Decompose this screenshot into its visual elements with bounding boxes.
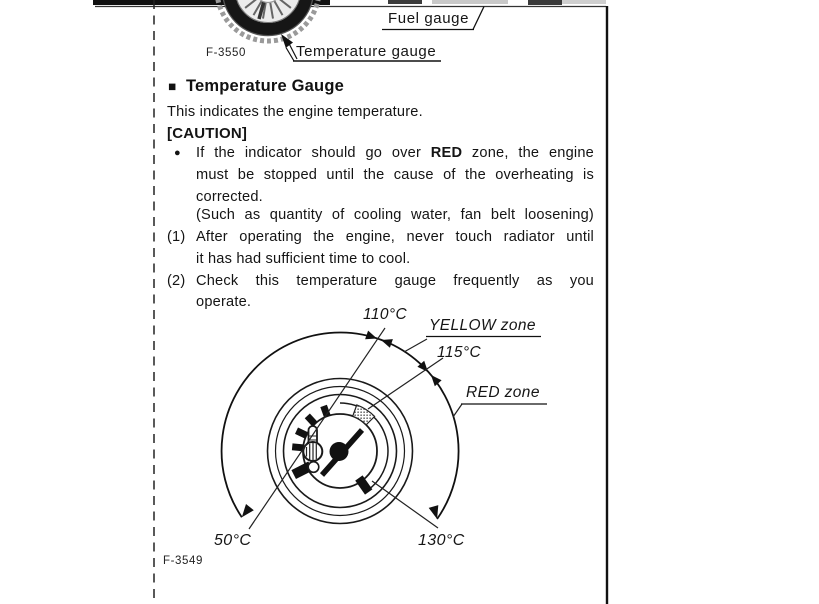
intro-line: This indicates the engine temperature.: [167, 104, 423, 120]
label-110c: 110°C: [363, 306, 408, 323]
arc-arrow-110a: [365, 331, 377, 340]
temperature-gauge-label: Temperature gauge: [296, 43, 437, 60]
figure-number-top: F-3550: [206, 47, 247, 59]
label-red-zone: RED zone: [466, 384, 540, 401]
label-50c: 50°C: [214, 532, 252, 549]
caution-line1-red: RED: [430, 145, 463, 161]
leader-130: [372, 481, 438, 528]
label-115c: 115°C: [437, 344, 482, 361]
caution-line1-post: zone, the engine: [471, 145, 594, 161]
figure-number-bottom: F-3549: [163, 555, 204, 567]
arc-arrow-50: [242, 504, 254, 517]
needle-hub: [330, 442, 349, 461]
item1-line2: it has had sufficient time to cool.: [196, 250, 411, 267]
scale-end-130: [359, 478, 369, 492]
arc-arrow-130: [429, 505, 439, 519]
arc-arrow-115b: [431, 375, 442, 386]
caution-line-1: [196, 145, 594, 161]
leader-115: [368, 358, 443, 409]
label-130c: 130°C: [418, 532, 465, 549]
caution-line-3: corrected.: [196, 189, 263, 205]
top-gauge-photo: [217, 0, 319, 41]
item2-number: (2): [167, 272, 186, 289]
bullet-icon: ●: [174, 147, 181, 159]
caution-note: (Such as quantity of cooling water, fan belt loosening): [196, 207, 594, 223]
item1-line1: After operating the engine, never touch radiator until: [196, 229, 594, 245]
leader-yellow-zone: [404, 339, 427, 352]
temperature-gauge-diagram: [222, 328, 547, 529]
fuel-gauge-label: Fuel gauge: [388, 10, 470, 27]
section-heading: [168, 77, 344, 96]
caution-line-2: must be stopped until the cause of the overheating is: [196, 167, 594, 183]
caution-header: [CAUTION]: [167, 125, 248, 142]
caution-line1-pre: If the indicator should go over: [196, 145, 422, 161]
heading-square-icon: ■: [168, 79, 177, 94]
label-yellow-zone: YELLOW zone: [429, 317, 536, 334]
item1-number: (1): [167, 229, 186, 245]
item2-line2: operate.: [196, 294, 252, 310]
item2-line1: Check this temperature gauge frequently as you: [196, 272, 594, 289]
leader-red-zone: [453, 404, 462, 417]
heading-text: Temperature Gauge: [185, 77, 344, 95]
arc-arrow-110b: [381, 339, 393, 348]
